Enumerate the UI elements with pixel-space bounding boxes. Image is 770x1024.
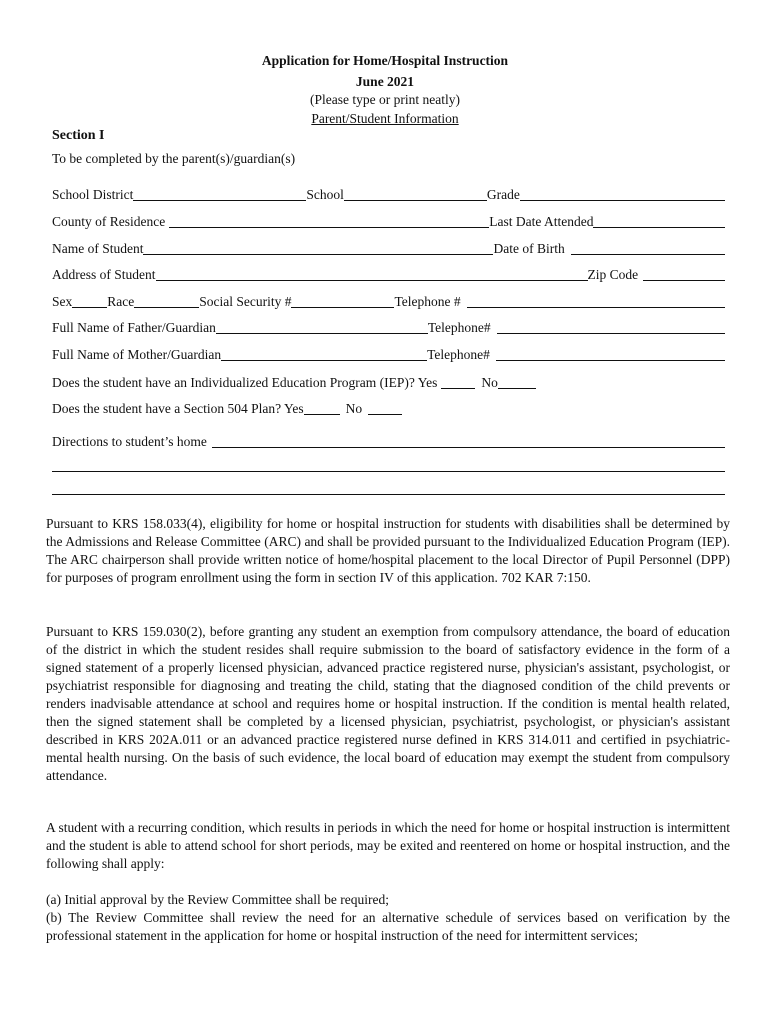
- telephone-2-field[interactable]: [497, 319, 725, 334]
- paragraph-krs-158: Pursuant to KRS 158.033(4), eligibility for home or hospital instruction for students with disabilities shall be determined by the Admissions and Release Committee (ARC) and shall be provided pursuant to the Individualized Education Program (IEP). The ARC chairperson shall provide written notice of home/hospital placement to the local Director of Pupil Personnel (DPP) for purposes of program enrollment using the form in section IV of this application. 702 KAR 7:150.: [46, 516, 730, 585]
- label-last-date: Last Date Attended: [489, 214, 594, 229]
- label-school-district: School District: [52, 187, 134, 202]
- label-address: Address of Student: [52, 267, 156, 282]
- form-date: June 2021: [355, 74, 415, 89]
- label-504-no: No: [345, 401, 363, 416]
- form-subtitle: Parent/Student Information: [311, 111, 459, 126]
- mother-field[interactable]: [221, 346, 427, 361]
- section-heading: Section I: [52, 128, 105, 143]
- school-field[interactable]: [344, 186, 487, 201]
- section-intro: To be completed by the parent(s)/guardian(s): [52, 151, 296, 166]
- label-mother: Full Name of Mother/Guardian: [52, 347, 222, 362]
- row-demographics: [52, 293, 725, 311]
- row-address: [52, 266, 725, 284]
- label-directions: Directions to student’s home: [52, 434, 207, 449]
- label-race: Race: [107, 294, 135, 309]
- label-student-name: Name of Student: [52, 241, 144, 256]
- iep-no-field[interactable]: [498, 374, 536, 389]
- list-item-b: (b) The Review Committee shall review the need for an alternative schedule of services based on verification by the professional statement in the application for home or hospital instruction of the need for intermittent services;: [46, 910, 730, 943]
- row-iep: [52, 374, 612, 392]
- label-school: School: [306, 187, 344, 202]
- label-telephone-2: Telephone#: [427, 320, 491, 335]
- father-field[interactable]: [216, 319, 428, 334]
- race-field[interactable]: [134, 293, 199, 308]
- directions-line-3[interactable]: [52, 494, 725, 495]
- row-school: [52, 186, 725, 204]
- paragraph-krs-159: Pursuant to KRS 159.030(2), before granting any student an exemption from compulsory attendance, the board of education of the district in which the student resides shall require submission to the board of satisfactory evidence in the form of a signed statement of a properly licensed physician, advanced practice registered nurse, physician's assistant, psychologist, or psychiatrist responsible for diagnosing and treating the child, stating that the diagnosed condition of the child prevents or renders inadvisable attendance at school and requires home or hospital instruction. If the condition is mental health related, then the signed statement shall be completed by a licensed physician, psychiatrist, psychologist, or physician's assistant described in KRS 202A.011 or an advanced practice registered nurse defined in KRS 314.011 and certified in psychiatric-mental health nursing. On the basis of such evidence, the local board of education may exempt the student from compulsory attendance.: [46, 624, 730, 783]
- row-student-name: [52, 240, 725, 258]
- zip-field[interactable]: [643, 266, 725, 281]
- dob-field[interactable]: [571, 240, 725, 255]
- row-father: [52, 319, 725, 337]
- label-sex: Sex: [52, 294, 73, 309]
- plan504-no-field[interactable]: [368, 400, 402, 415]
- plan504-yes-field[interactable]: [304, 400, 340, 415]
- form-instruction: (Please type or print neatly): [310, 92, 460, 107]
- label-county: County of Residence: [52, 214, 166, 229]
- label-grade: Grade: [486, 187, 520, 202]
- label-ssn: Social Security #: [199, 294, 292, 309]
- form-title: Application for Home/Hospital Instruction: [261, 53, 509, 68]
- label-telephone-3: Telephone#: [427, 347, 490, 362]
- label-dob: Date of Birth: [493, 241, 565, 256]
- school-district-field[interactable]: [133, 186, 306, 201]
- label-father: Full Name of Father/Guardian: [52, 320, 216, 335]
- telephone-3-field[interactable]: [496, 346, 725, 361]
- row-504: [52, 400, 472, 418]
- paragraph-recurring: A student with a recurring condition, which results in periods in which the need for home or hospital instruction is intermittent and the student is able to attend school for short periods, may be exited and reentered on home or hospital instruction, and the following shall apply:: [46, 820, 730, 871]
- directions-field[interactable]: [212, 433, 725, 448]
- directions-line-2[interactable]: [52, 471, 725, 472]
- label-iep-no: No: [481, 375, 498, 390]
- label-telephone-1: Telephone #: [394, 294, 461, 309]
- row-directions: [52, 433, 725, 451]
- list-item-a: (a) Initial approval by the Review Committee shall be required;: [46, 892, 390, 907]
- label-504: Does the student have a Section 504 Plan? Yes: [52, 401, 304, 416]
- address-field[interactable]: [156, 266, 588, 281]
- ssn-field[interactable]: [291, 293, 394, 308]
- sex-field[interactable]: [72, 293, 107, 308]
- grade-field[interactable]: [520, 186, 725, 201]
- last-date-field[interactable]: [593, 213, 725, 228]
- row-mother: [52, 346, 725, 364]
- iep-yes-field[interactable]: [441, 374, 475, 389]
- row-county: [52, 213, 725, 231]
- telephone-1-field[interactable]: [467, 293, 725, 308]
- label-iep: Does the student have an Individualized Education Program (IEP)? Yes: [52, 375, 438, 390]
- label-zip: Zip Code: [587, 267, 639, 282]
- county-field[interactable]: [169, 213, 489, 228]
- student-name-field[interactable]: [143, 240, 493, 255]
